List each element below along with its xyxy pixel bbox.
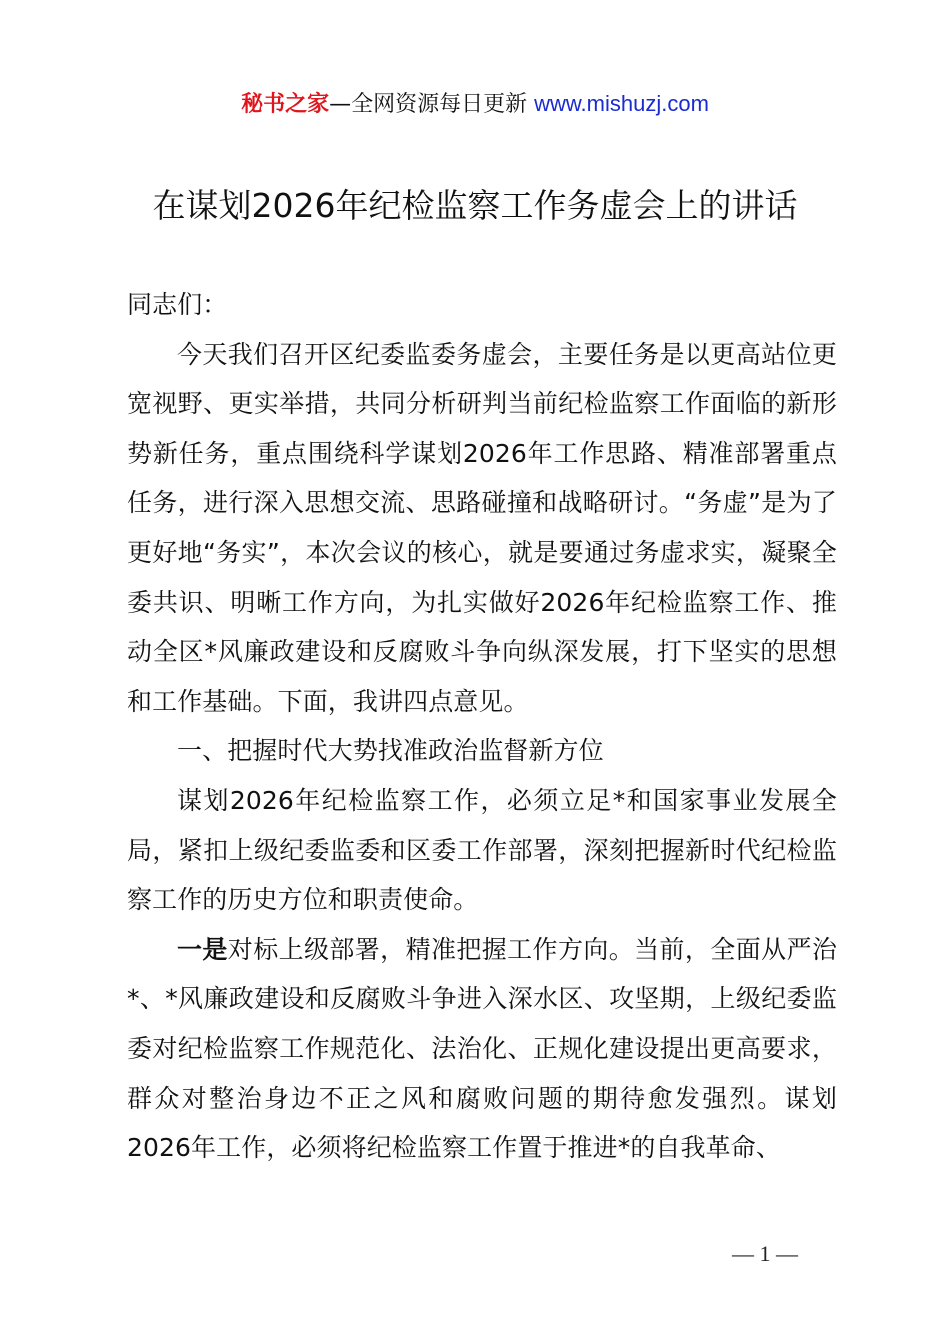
- site-url[interactable]: www.mishuzj.com: [534, 91, 709, 116]
- point-text: 对标上级部署，精准把握工作方向。当前，全面从严治*、*风廉政建设和反腐败斗争进入深水区、攻坚期，上级纪委监委对纪检监察工作规范化、法治化、正规化建设提出更高要求，群众对整治身边不正之风和腐败问题的期待愈发强烈。谋划2026年工作，必须将纪检监察工作置于推进*的自我革命、: [127, 934, 837, 1163]
- salutation: 同志们：: [127, 290, 228, 319]
- section-heading: 一、把握时代大势找准政治监督新方位: [177, 736, 604, 766]
- site-header: [0, 88, 950, 121]
- intro-paragraph: 今天我们召开区纪委监委务虚会，主要任务是以更高站位更宽视野、更实举措，共同分析研判当前纪检监察工作面临的新形势新任务，重点围绕科学谋划2026年工作思路、精准部署重点任务，进行深入思想交流、思路碰撞和战略研讨。“务虚”是为了更好地“务实”，本次会议的核心，就是要通过务虚求实，凝聚全委共识、明晰工作方向，为扎实做好2026年纪检监察工作、推动全区*风廉政建设和反腐败斗争向纵深发展，打下坚实的思想和工作基础。下面，我讲四点意见。: [127, 339, 837, 716]
- page-number: — 1 —: [732, 1241, 798, 1266]
- document-title: 在谋划2026年纪检监察工作务虚会上的讲话: [152, 186, 798, 225]
- point-lead: 一是: [177, 934, 228, 964]
- site-brand: 秘书之家: [241, 92, 330, 117]
- section-paragraph: 谋划2026年纪检监察工作，必须立足*和国家事业发展全局，紧扣上级纪委监委和区委工作部署，深刻把握新时代纪检监察工作的历史方位和职责使命。: [127, 785, 837, 915]
- point-paragraph: [127, 925, 837, 1173]
- site-tagline: —全网资源每日更新: [329, 92, 528, 117]
- document-body: [127, 280, 837, 1173]
